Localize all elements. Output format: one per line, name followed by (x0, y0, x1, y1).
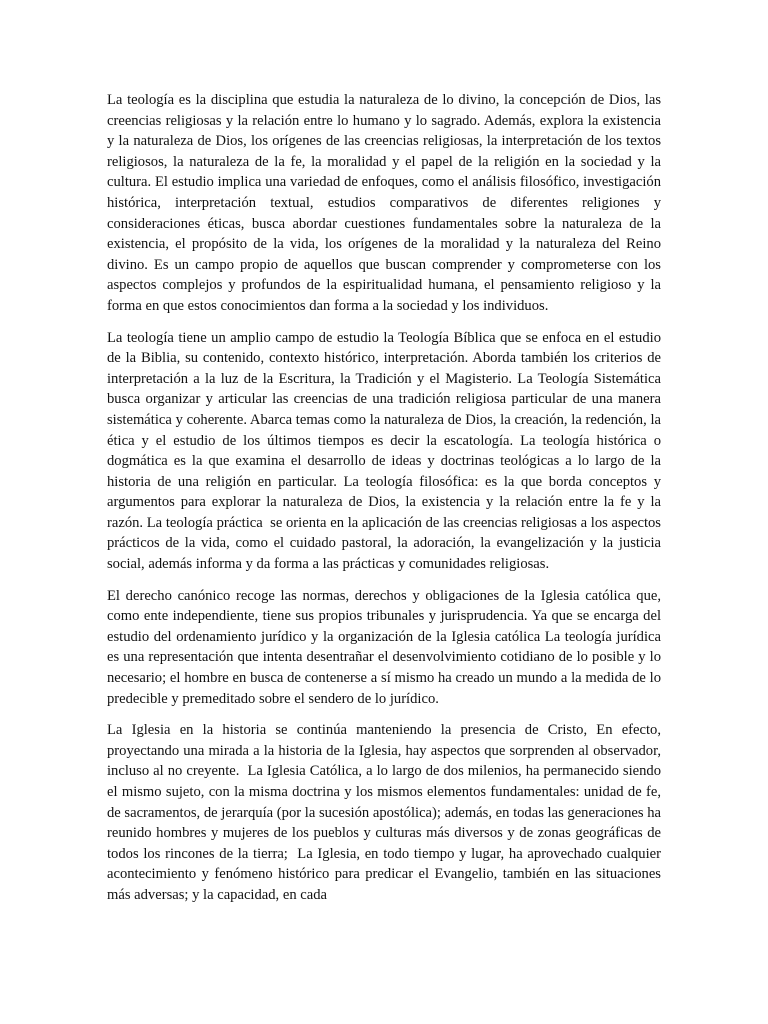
paragraph-theology-fields: La teología tiene un amplio campo de estudio la Teología Bíblica que se enfoca en el estudio de la Biblia, su contenido, contexto histórico, interpretación. Aborda también los criterios de interpretación a la luz de la Escritura, la Tradición y el Magisterio. La Teología Sistemática busca organizar y articular las creencias de una tradición religiosa particular de una manera sistemática y coherente. Abarca temas como la naturaleza de Dios, la creación, la redención, la ética y el estudio de los últimos tiempos es decir la escatología. La teología histórica o dogmática es la que examina el desarrollo de ideas y doctrinas teológicas a lo largo de la historia de una religión en particular. La teología filosófica: es la que borda conceptos y argumentos para explorar la naturaleza de Dios, la existencia y la relación entre la fe y la razón. La teología práctica se orienta en la aplicación de las creencias religiosas a los aspectos prácticos de la vida, como el cuidado pastoral, la adoración, la evangelización y la justicia social, además informa y da forma a las prácticas y comunidades religiosas. (107, 329, 665, 573)
paragraph-church-history: La Iglesia en la historia se continúa manteniendo la presencia de Cristo, En efecto, proyectando una mirada a la historia de la Iglesia, hay aspectos que sorprenden al observador, incluso al no creyente. La Iglesia Católica, a lo largo de dos milenios, ha permanecido siendo el mismo sujeto, con la misma doctrina y los mismos elementos fundamentales: unidad de fe, de sacramentos, de jerarquía (por la sucesión apostólica); además, en todas las generaciones ha reunido hombres y mujeres de los pueblos y culturas más diversos y de zonas geográficas de todos los rincones de la tierra; La Iglesia, en todo tiempo y lugar, ha aprovechado cualquier acontecimiento y fenómeno histórico para predicar el Evangelio, también en las situaciones más adversas; y la capacidad, en cada (107, 722, 665, 903)
paragraph-canon-law: El derecho canónico recoge las normas, derechos y obligaciones de la Iglesia católica que, como ente independiente, tiene sus propios tribunales y jurisprudencia. Ya que se encarga del estudio del ordenamiento jurídico y la organización de la Iglesia católica La teología jurídica es una representación que intenta desentrañar el desenvolvimiento cotidiano de lo posible y lo necesario; el hombre en busca de contenerse a sí mismo ha creado un mundo a la medida de lo predecible y premeditado sobre el sendero de lo jurídico. (107, 587, 665, 707)
paragraph-theology-definition: La teología es la disciplina que estudia la naturaleza de lo divino, la concepción de Dios, las creencias religiosas y la relación entre lo humano y lo sagrado. Además, explora la existencia y la naturaleza de Dios, los orígenes de las creencias religiosas, la interpretación de los textos religiosos, la naturaleza de la fe, la moralidad y el papel de la religión en la sociedad y la cultura. El estudio implica una variedad de enfoques, como el análisis filosófico, investigación histórica, interpretación textual, estudios comparativos de diferentes religiones y consideraciones éticas, busca abordar cuestiones fundamentales sobre la naturaleza de la existencia, el propósito de la vida, los orígenes de la moralidad y la naturaleza del Reino divino. Es un campo propio de aquellos que buscan comprender y comprometerse con los aspectos complejos y profundos de la espiritualidad humana, el pensamiento religioso y la forma en que estos conocimientos dan forma a la sociedad y los individuos. (107, 92, 665, 314)
document-page (107, 90, 665, 917)
